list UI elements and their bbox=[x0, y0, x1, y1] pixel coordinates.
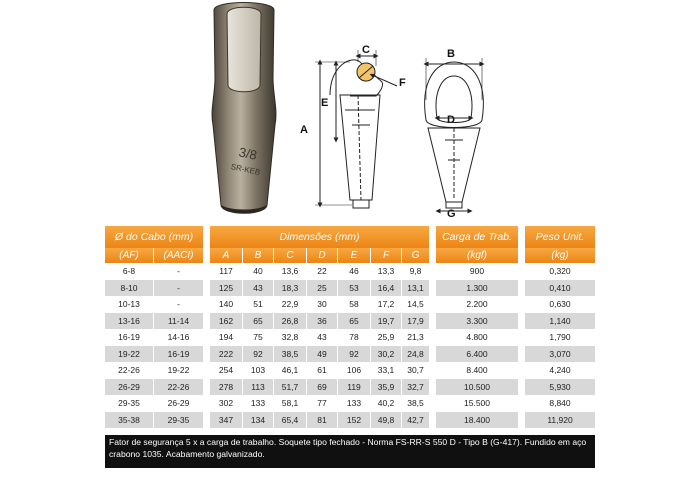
cell-d: 49 bbox=[306, 346, 337, 363]
table-row bbox=[105, 379, 595, 396]
cell-peso: 0,410 bbox=[524, 280, 595, 297]
cell-peso: 0,630 bbox=[524, 296, 595, 313]
cell-e: 152 bbox=[337, 412, 370, 429]
cell-f: 16,4 bbox=[370, 280, 401, 297]
cell-f: 49,8 bbox=[370, 412, 401, 429]
cell-peso: 0,320 bbox=[524, 263, 595, 280]
cell-a: 162 bbox=[209, 313, 242, 330]
cell-aaci: 19-22 bbox=[153, 362, 203, 379]
header-dimensoes: Dimensões (mm) bbox=[209, 226, 429, 248]
header-peso: Peso Unit. bbox=[524, 226, 595, 248]
subheader-kgf: (kgf) bbox=[435, 248, 518, 263]
cell-b: 51 bbox=[242, 296, 273, 313]
dim-label-d: D bbox=[447, 114, 455, 126]
cell-carga: 8.400 bbox=[435, 362, 518, 379]
cell-af: 10-13 bbox=[105, 296, 153, 313]
cell-g: 32,7 bbox=[401, 379, 429, 396]
cell-c: 26,8 bbox=[273, 313, 306, 330]
cell-d: 25 bbox=[306, 280, 337, 297]
cell-c: 46,1 bbox=[273, 362, 306, 379]
cell-af: 16-19 bbox=[105, 329, 153, 346]
cell-g: 24,8 bbox=[401, 346, 429, 363]
cell-a: 347 bbox=[209, 412, 242, 429]
cell-carga: 900 bbox=[435, 263, 518, 280]
product-figure bbox=[0, 0, 690, 225]
cell-af: 6-8 bbox=[105, 263, 153, 280]
cell-b: 43 bbox=[242, 280, 273, 297]
cell-g: 30,7 bbox=[401, 362, 429, 379]
cell-carga: 1.300 bbox=[435, 280, 518, 297]
cell-d: 77 bbox=[306, 395, 337, 412]
cell-c: 18,3 bbox=[273, 280, 306, 297]
cell-c: 13,6 bbox=[273, 263, 306, 280]
cell-a: 222 bbox=[209, 346, 242, 363]
cell-b: 134 bbox=[242, 412, 273, 429]
spec-table bbox=[105, 226, 595, 428]
subheader-g: G bbox=[401, 248, 429, 263]
cell-carga: 6.400 bbox=[435, 346, 518, 363]
cell-e: 65 bbox=[337, 313, 370, 330]
cell-peso: 3,070 bbox=[524, 346, 595, 363]
cell-f: 19,7 bbox=[370, 313, 401, 330]
cell-af: 29-35 bbox=[105, 395, 153, 412]
cell-b: 133 bbox=[242, 395, 273, 412]
cell-c: 32,8 bbox=[273, 329, 306, 346]
header-cabo: Ø do Cabo (mm) bbox=[105, 226, 203, 248]
cell-f: 35,9 bbox=[370, 379, 401, 396]
cell-aaci: 11-14 bbox=[153, 313, 203, 330]
cell-carga: 15.500 bbox=[435, 395, 518, 412]
dim-label-e: E bbox=[321, 97, 329, 109]
cell-a: 125 bbox=[209, 280, 242, 297]
cell-e: 133 bbox=[337, 395, 370, 412]
cell-f: 25,9 bbox=[370, 329, 401, 346]
cell-carga: 10.500 bbox=[435, 379, 518, 396]
cell-a: 278 bbox=[209, 379, 242, 396]
cell-aaci: - bbox=[153, 280, 203, 297]
cell-e: 119 bbox=[337, 379, 370, 396]
cell-aaci: 29-35 bbox=[153, 412, 203, 429]
header-carga: Carga de Trab. bbox=[435, 226, 518, 248]
cell-a: 194 bbox=[209, 329, 242, 346]
table-row bbox=[105, 263, 595, 280]
cell-d: 69 bbox=[306, 379, 337, 396]
cell-af: 35-38 bbox=[105, 412, 153, 429]
cell-c: 38,5 bbox=[273, 346, 306, 363]
cell-b: 65 bbox=[242, 313, 273, 330]
subheader-b: B bbox=[242, 248, 273, 263]
cell-e: 106 bbox=[337, 362, 370, 379]
footnote: Fator de segurança 5 x a carga de trabalho. Soquete tipo fechado - Norma FS-RR-S 550 D - Tipo B (G-417). Fundido em aço crabono 1035. Acabamento galvanizado. bbox=[105, 435, 595, 468]
cell-f: 33,1 bbox=[370, 362, 401, 379]
subheader-a: A bbox=[209, 248, 242, 263]
cell-d: 81 bbox=[306, 412, 337, 429]
stamp-size: 3/8 bbox=[237, 144, 259, 163]
table-row bbox=[105, 362, 595, 379]
table-row bbox=[105, 313, 595, 330]
cell-g: 13,1 bbox=[401, 280, 429, 297]
cell-aaci: 16-19 bbox=[153, 346, 203, 363]
cell-d: 61 bbox=[306, 362, 337, 379]
cell-b: 75 bbox=[242, 329, 273, 346]
dim-label-c: C bbox=[362, 44, 370, 56]
cell-peso: 1,790 bbox=[524, 329, 595, 346]
cell-af: 26-29 bbox=[105, 379, 153, 396]
cell-e: 92 bbox=[337, 346, 370, 363]
socket-photo bbox=[212, 3, 276, 214]
cell-carga: 3.300 bbox=[435, 313, 518, 330]
cell-f: 30,2 bbox=[370, 346, 401, 363]
cell-c: 22,9 bbox=[273, 296, 306, 313]
table-row bbox=[105, 412, 595, 429]
cell-a: 302 bbox=[209, 395, 242, 412]
subheader-aaci: (AACI) bbox=[153, 248, 203, 263]
cell-peso: 11,920 bbox=[524, 412, 595, 429]
table-row bbox=[105, 280, 595, 297]
cell-g: 14,5 bbox=[401, 296, 429, 313]
subheader-af: (AF) bbox=[105, 248, 153, 263]
cell-d: 22 bbox=[306, 263, 337, 280]
cell-aaci: 22-26 bbox=[153, 379, 203, 396]
cell-af: 13-16 bbox=[105, 313, 153, 330]
cell-peso: 4,240 bbox=[524, 362, 595, 379]
cell-g: 42,7 bbox=[401, 412, 429, 429]
table-group-header-row bbox=[105, 226, 595, 248]
cell-a: 117 bbox=[209, 263, 242, 280]
cell-c: 58,1 bbox=[273, 395, 306, 412]
cell-aaci: 26-29 bbox=[153, 395, 203, 412]
cell-c: 65,4 bbox=[273, 412, 306, 429]
cell-e: 78 bbox=[337, 329, 370, 346]
dim-label-g: G bbox=[447, 208, 456, 220]
table-sub-header-row bbox=[105, 248, 595, 263]
cell-b: 103 bbox=[242, 362, 273, 379]
table-row bbox=[105, 329, 595, 346]
cell-e: 58 bbox=[337, 296, 370, 313]
cell-f: 40,2 bbox=[370, 395, 401, 412]
cell-d: 43 bbox=[306, 329, 337, 346]
stamp-mark: SR-KEB bbox=[230, 162, 262, 178]
cell-aaci: 14-16 bbox=[153, 329, 203, 346]
cell-peso: 8,840 bbox=[524, 395, 595, 412]
table-row bbox=[105, 346, 595, 363]
cell-carga: 4.800 bbox=[435, 329, 518, 346]
front-view-drawing bbox=[425, 58, 484, 211]
cell-g: 9,8 bbox=[401, 263, 429, 280]
table-body bbox=[105, 263, 595, 428]
cell-aaci: - bbox=[153, 263, 203, 280]
cell-g: 17,9 bbox=[401, 313, 429, 330]
cell-af: 8-10 bbox=[105, 280, 153, 297]
subheader-e: E bbox=[337, 248, 370, 263]
subheader-d: D bbox=[306, 248, 337, 263]
cell-peso: 5,930 bbox=[524, 379, 595, 396]
cell-af: 19-22 bbox=[105, 346, 153, 363]
cell-a: 140 bbox=[209, 296, 242, 313]
cell-d: 30 bbox=[306, 296, 337, 313]
dim-label-f: F bbox=[399, 77, 406, 89]
cell-aaci: - bbox=[153, 296, 203, 313]
subheader-f: F bbox=[370, 248, 401, 263]
cell-f: 13,3 bbox=[370, 263, 401, 280]
cell-e: 46 bbox=[337, 263, 370, 280]
cell-b: 40 bbox=[242, 263, 273, 280]
cell-g: 21,3 bbox=[401, 329, 429, 346]
cell-carga: 2.200 bbox=[435, 296, 518, 313]
dim-label-a: A bbox=[300, 124, 308, 136]
cell-g: 38,5 bbox=[401, 395, 429, 412]
cell-e: 53 bbox=[337, 280, 370, 297]
cell-b: 113 bbox=[242, 379, 273, 396]
subheader-kg: (kg) bbox=[524, 248, 595, 263]
cell-peso: 1,140 bbox=[524, 313, 595, 330]
cell-d: 36 bbox=[306, 313, 337, 330]
dim-label-b: B bbox=[447, 48, 455, 60]
cell-f: 17,2 bbox=[370, 296, 401, 313]
cell-c: 51,7 bbox=[273, 379, 306, 396]
cell-a: 254 bbox=[209, 362, 242, 379]
cell-b: 92 bbox=[242, 346, 273, 363]
cell-carga: 18.400 bbox=[435, 412, 518, 429]
cell-af: 22-26 bbox=[105, 362, 153, 379]
subheader-c: C bbox=[273, 248, 306, 263]
table-row bbox=[105, 296, 595, 313]
side-view-drawing bbox=[315, 50, 397, 208]
table-row bbox=[105, 395, 595, 412]
